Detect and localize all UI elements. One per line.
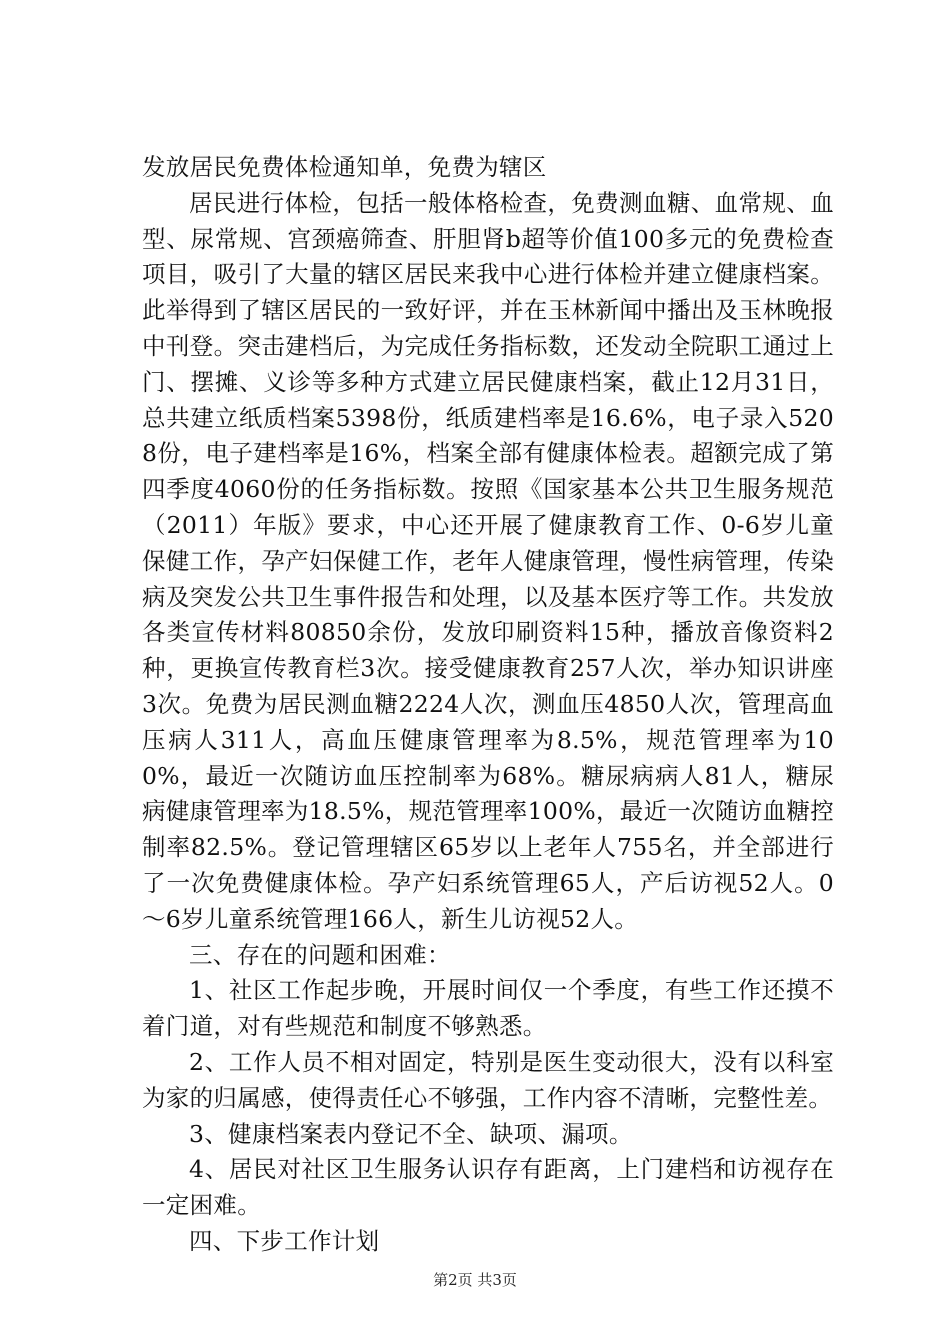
section-heading-next-plan: 四、下步工作计划 (189, 1226, 380, 1255)
problem-item-2: 2、工作人员不相对固定，特别是医生变动很大，没有以科室为家的归属感，使得责任心不够强，工作内容不清晰，完整性差。 (142, 1047, 834, 1112)
problem-item-3: 3、健康档案表内登记不全、缺项、漏项。 (189, 1119, 633, 1148)
paragraph-checkup-summary: 居民进行体检，包括一般体格检查，免费测血糖、血常规、血型、尿常规、宫颈癌筛查、肝胆肾b超等价值100多元的免费检查项目，吸引了大量的辖区居民来我中心进行体检并建立健康档案。此举得到了辖区居民的一致好评，并在玉林新闻中播出及玉林晚报中刊登。突击建档后，为完成任务指标数，还发动全院职工通过上门、摆摊、义诊等多种方式建立居民健康档案，截止12月31日，总共建立纸质档案5398份，纸质建档率是16.6%，电子录入5208份，电子建档率是16%，档案全部有健康体检表。超额完成了第四季度4060份的任务指标数。按照《国家基本公共卫生服务规范（2011）年版》要求，中心还开展了健康教育工作、0-6岁儿童保健工作，孕产妇保健工作，老年人健康管理，慢性病管理，传染病及突发公共卫生事件报告和处理，以及基本医疗等工作。共发放各类宣传材料80850余份，发放印刷资料15种，播放音像资料2种，更换宣传教育栏3次。接受健康教育257人次，举办知识讲座3次。免费为居民测血糖2224人次，测血压4850人次，管理高血压病人311人，高血压健康管理率为8.5%，规范管理率为100%，最近一次随访血压控制率为68%。糖尿病病人81人，糖尿病健康管理率为18.5%，规范管理率100%，最近一次随访血糖控制率82.5%。登记管理辖区65岁以上老年人755名，并全部进行了一次免费健康体检。孕产妇系统管理65人，产后访视52人。0～6岁儿童系统管理166人，新生儿访视52人。 (142, 188, 834, 933)
page-number-footer: 第2页 共3页 (433, 1271, 517, 1289)
document-body (142, 150, 834, 1260)
section-heading-problems: 三、存在的问题和困难： (189, 940, 451, 969)
problem-item-1: 1、社区工作起步晚，开展时间仅一个季度，有些工作还摸不着门道，对有些规范和制度不够熟悉。 (142, 976, 834, 1041)
problem-item-4: 4、居民对社区卫生服务认识存有距离，上门建档和访视存在一定困难。 (142, 1155, 834, 1220)
paragraph-intro-line: 发放居民免费体检通知单，免费为辖区 (142, 153, 547, 181)
